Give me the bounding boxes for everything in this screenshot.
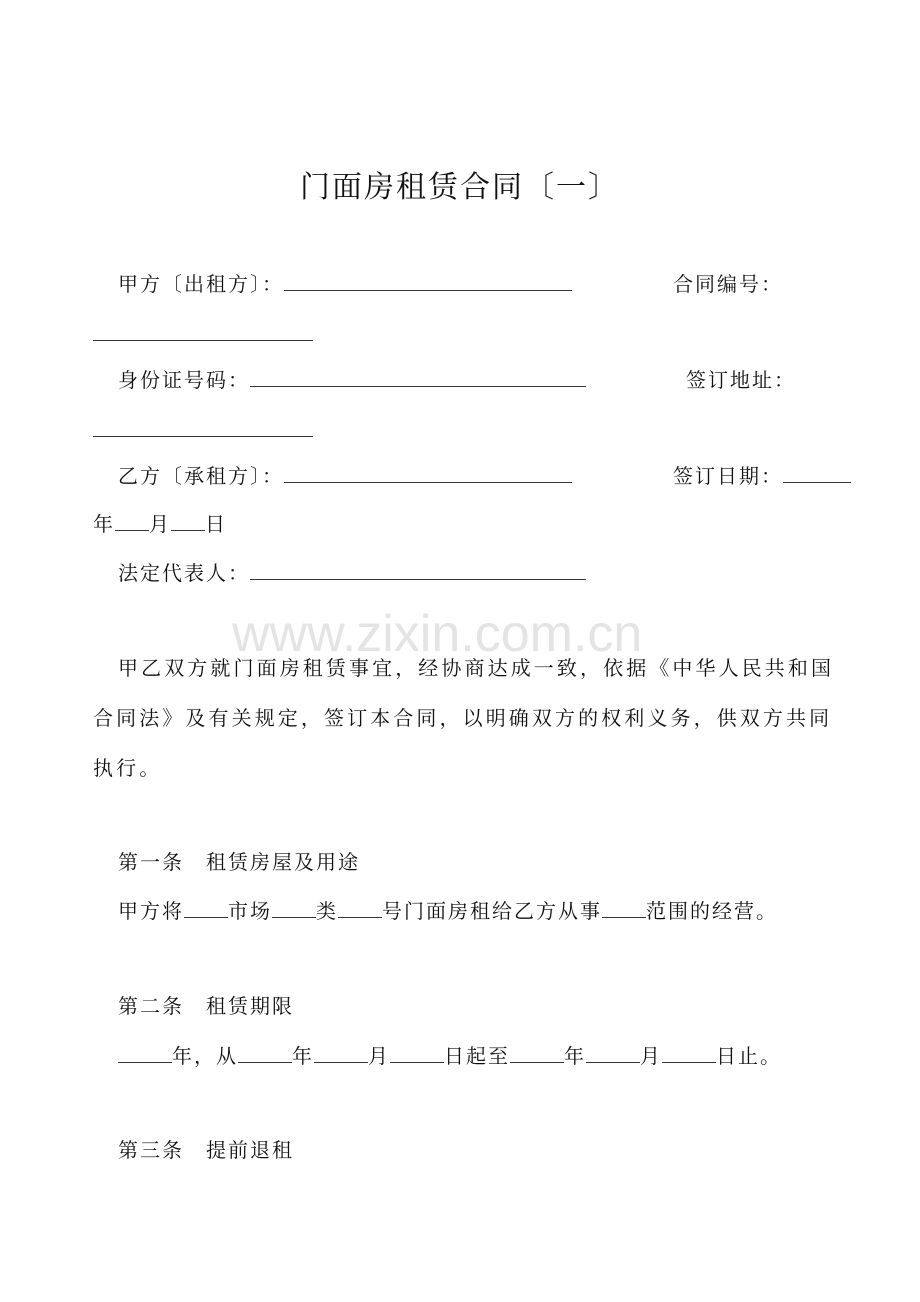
start-month-blank[interactable]: [314, 1044, 368, 1063]
intro-line-2: 合同法》及有关规定，签订本合同，以明确双方的权利义务，供双方共同: [93, 706, 833, 730]
text: 范围的经营。: [646, 899, 778, 923]
article-3-heading: 第三条 提前退租: [118, 1138, 294, 1162]
sign-address-label: 签订地址：: [686, 368, 796, 392]
sign-date-year-blank[interactable]: [783, 464, 851, 483]
category-blank[interactable]: [272, 899, 316, 918]
text: 月: [640, 1044, 662, 1068]
article-1-body: [118, 899, 778, 923]
market-blank[interactable]: [184, 899, 228, 918]
article-2-body: [118, 1044, 782, 1068]
contract-no-blank[interactable]: [93, 322, 313, 341]
party-a-row: [118, 272, 572, 296]
text: 月: [368, 1044, 390, 1068]
text: 号门面房租给乙方从事: [382, 899, 602, 923]
intro-line-3: 执行。: [93, 756, 163, 780]
scope-blank[interactable]: [602, 899, 646, 918]
start-day-blank[interactable]: [390, 1044, 444, 1063]
end-year-blank[interactable]: [510, 1044, 564, 1063]
years-blank[interactable]: [118, 1044, 172, 1063]
end-day-blank[interactable]: [662, 1044, 716, 1063]
contract-no-label: 合同编号：: [673, 272, 783, 296]
party-b-label: 乙方〔承租方〕：: [118, 464, 284, 488]
id-row: [118, 368, 586, 392]
start-year-blank[interactable]: [238, 1044, 292, 1063]
id-blank[interactable]: [250, 368, 586, 387]
page-title: 门面房租赁合同〔一〕: [300, 170, 620, 205]
party-b-row: [118, 464, 572, 488]
text: 年: [292, 1044, 314, 1068]
party-b-blank[interactable]: [284, 464, 572, 483]
legal-rep-row: [118, 561, 586, 585]
party-a-blank[interactable]: [284, 272, 572, 291]
legal-rep-blank[interactable]: [250, 561, 586, 580]
party-a-label: 甲方〔出租方〕：: [118, 272, 284, 296]
article-2-heading: 第二条 租赁期限: [118, 994, 294, 1018]
day-blank[interactable]: [171, 512, 205, 531]
sign-date-label: 签订日期：: [673, 464, 783, 488]
text: 年: [564, 1044, 586, 1068]
end-month-blank[interactable]: [586, 1044, 640, 1063]
sign-date-row-2: [93, 512, 227, 536]
id-label: 身份证号码：: [118, 368, 250, 392]
number-blank[interactable]: [338, 899, 382, 918]
sign-date-row: [673, 464, 851, 488]
watermark: www.zixin.com.cn: [232, 605, 643, 663]
intro-line-1: 甲乙双方就门面房租赁事宜，经协商达成一致，依据《中华人民共和国: [118, 656, 835, 680]
text: 类: [316, 899, 338, 923]
month-blank[interactable]: [115, 512, 149, 531]
text: 年，从: [172, 1044, 238, 1068]
article-1-heading: 第一条 租赁房屋及用途: [118, 850, 360, 874]
text: 日止。: [716, 1044, 782, 1068]
legal-rep-label: 法定代表人：: [118, 561, 250, 585]
sign-address-blank[interactable]: [93, 418, 313, 437]
year-text: 年: [93, 512, 115, 536]
day-text: 日: [205, 512, 227, 536]
month-text: 月: [149, 512, 171, 536]
text: 日起至: [444, 1044, 510, 1068]
text: 市场: [228, 899, 272, 923]
text: 甲方将: [118, 899, 184, 923]
